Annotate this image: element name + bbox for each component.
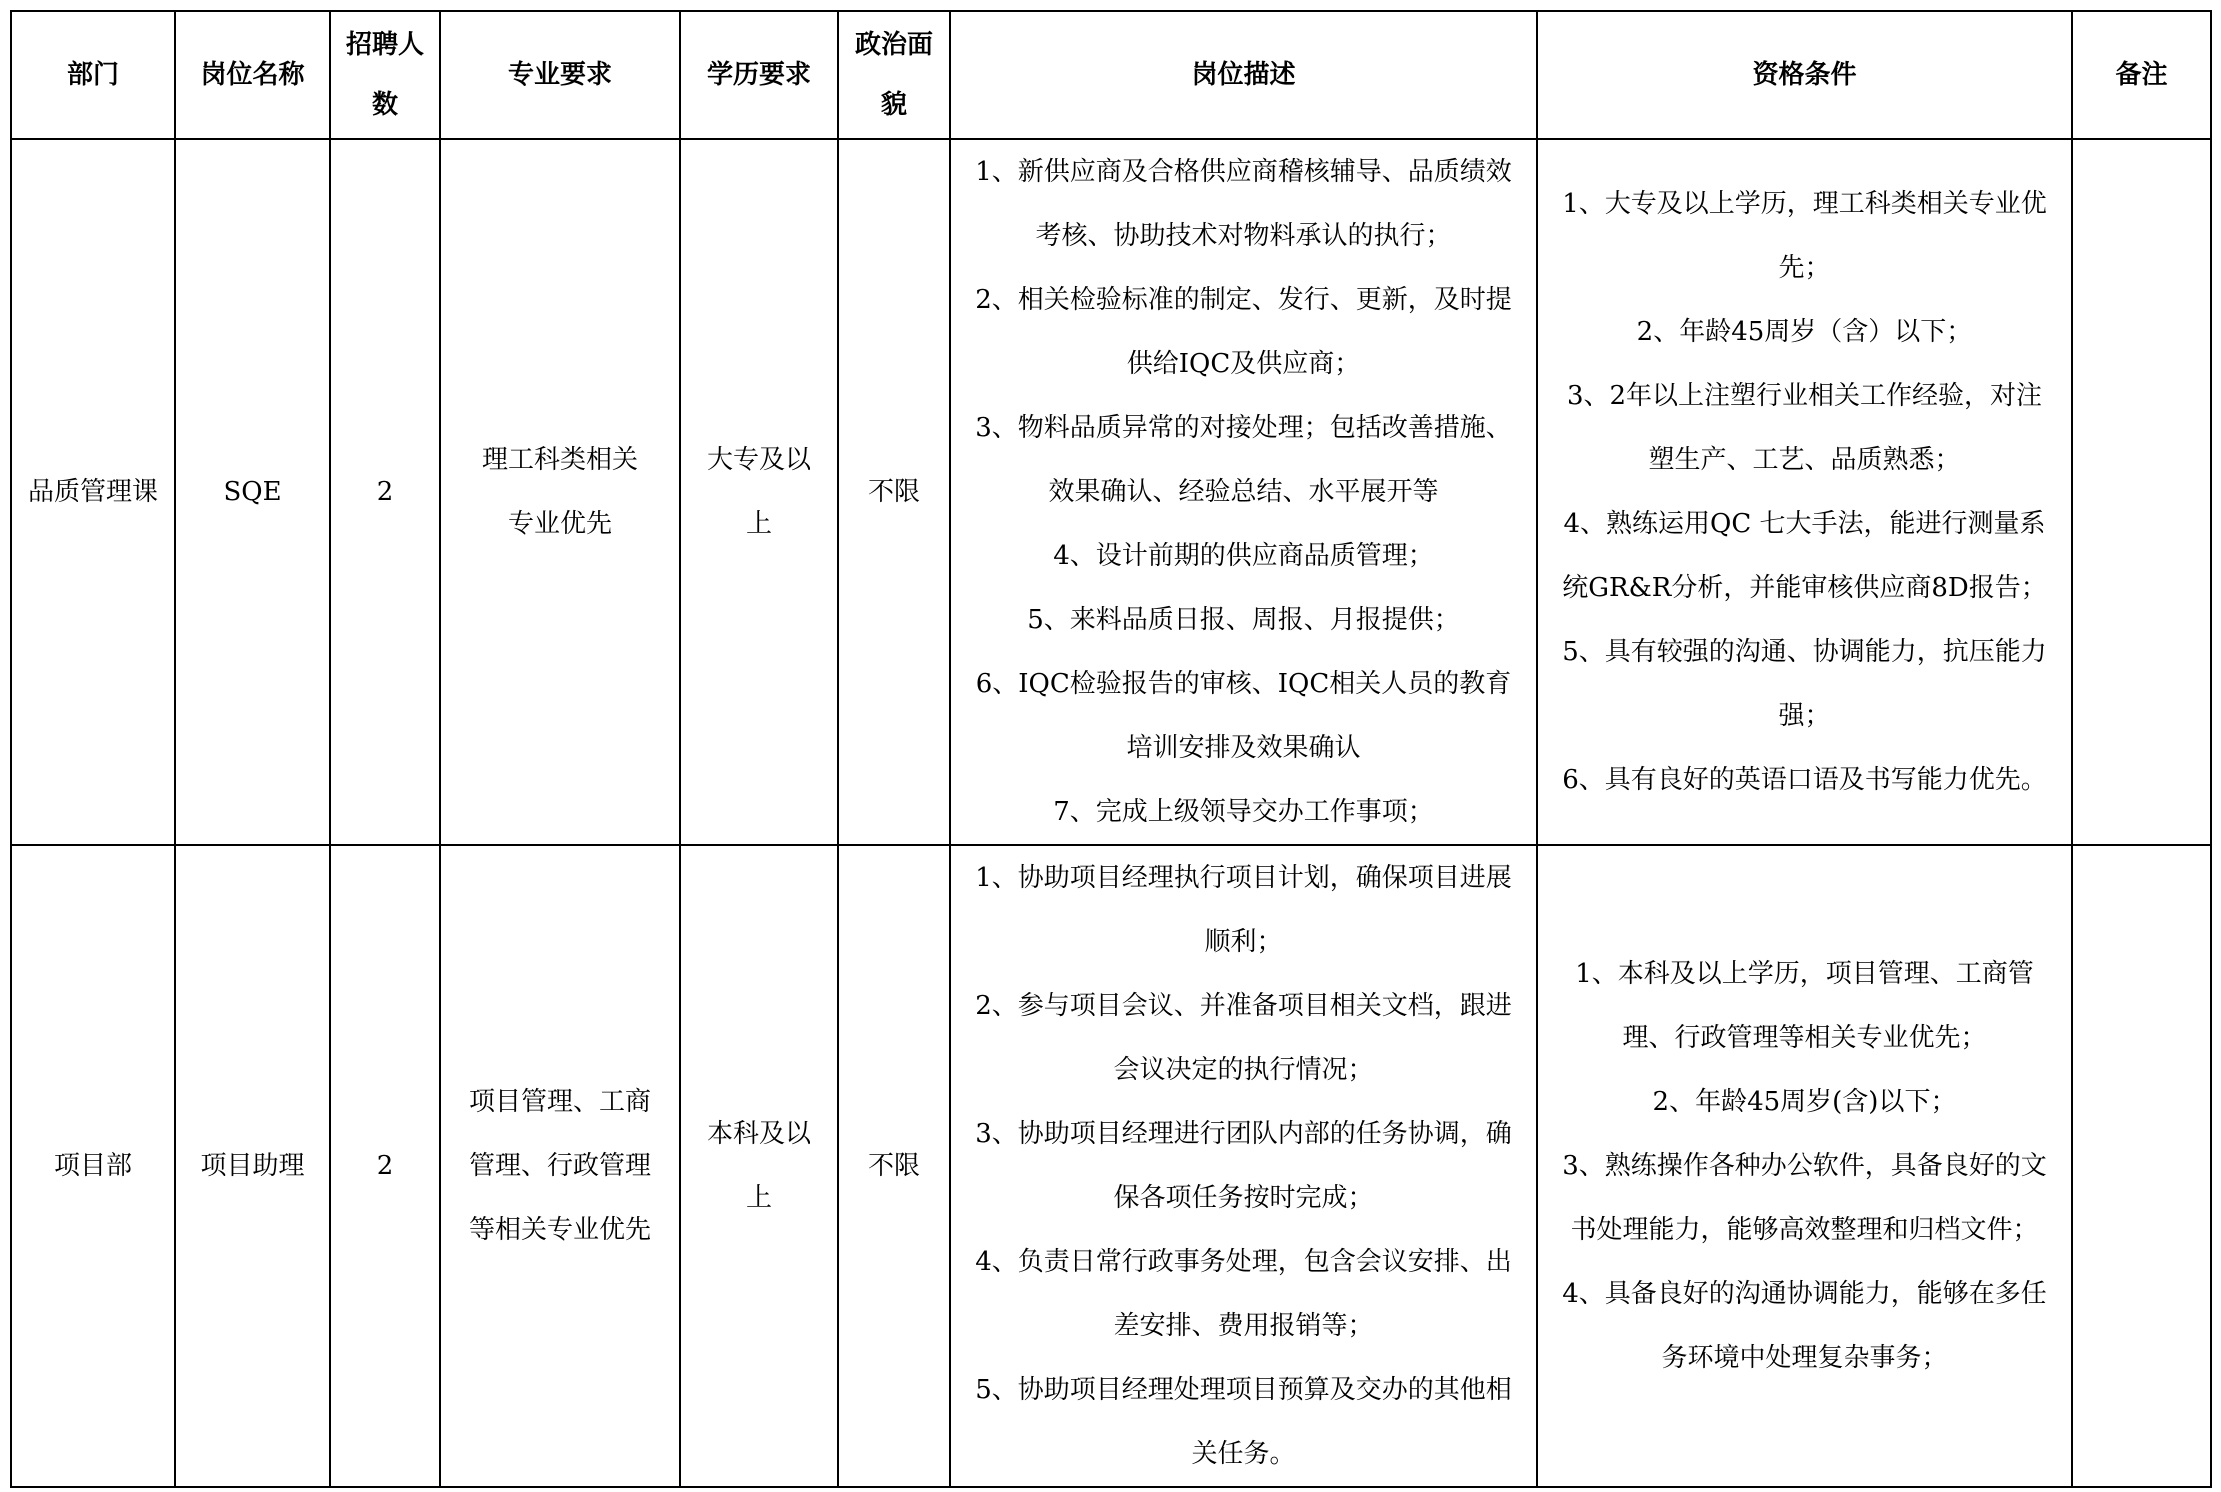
description-item: 1、新供应商及合格供应商稽核辅导、品质绩效考核、协助技术对物料承认的执行；	[975, 157, 1512, 251]
qualification-item: 5、具有较强的沟通、协调能力，抗压能力强；	[1562, 637, 2047, 731]
description-item: 4、设计前期的供应商品质管理；	[1053, 541, 1434, 571]
cell-major: 项目管理、工商管理、行政管理等相关专业优先	[440, 845, 680, 1487]
qualification-item: 1、大专及以上学历，理工科类相关专业优先；	[1562, 189, 2047, 283]
cell-position: 项目助理	[175, 845, 330, 1487]
header-major: 专业要求	[440, 11, 680, 139]
qualification-item: 4、熟练运用QC 七大手法，能进行测量系统GR&R分析，并能审核供应商8D报告；	[1562, 509, 2047, 603]
cell-political: 不限	[838, 845, 950, 1487]
header-qualifications: 资格条件	[1537, 11, 2072, 139]
cell-dept: 品质管理课	[11, 139, 175, 845]
description-item: 5、来料品质日报、周报、月报提供；	[1027, 605, 1460, 635]
cell-education: 本科及以上	[680, 845, 838, 1487]
cell-remarks	[2072, 845, 2211, 1487]
description-item: 4、负责日常行政事务处理，包含会议安排、出差安排、费用报销等；	[975, 1247, 1512, 1341]
description-item: 5、协助项目经理处理项目预算及交办的其他相关任务。	[975, 1375, 1512, 1469]
cell-major: 理工科类相关专业优先	[440, 139, 680, 845]
cell-qualifications	[1537, 845, 2072, 1487]
description-item: 2、相关检验标准的制定、发行、更新，及时提供给IQC及供应商；	[975, 285, 1512, 379]
header-count: 招聘人数	[330, 11, 440, 139]
qualification-item: 6、具有良好的英语口语及书写能力优先。	[1562, 765, 2047, 795]
header-dept: 部门	[11, 11, 175, 139]
qualification-item: 4、具备良好的沟通协调能力，能够在多任务环境中处理复杂事务；	[1562, 1279, 2047, 1373]
cell-dept: 项目部	[11, 845, 175, 1487]
cell-education: 大专及以上	[680, 139, 838, 845]
header-row	[11, 11, 2211, 139]
qualification-item: 2、年龄45周岁(含)以下；	[1652, 1087, 1957, 1117]
cell-position: SQE	[175, 139, 330, 845]
cell-qualifications	[1537, 139, 2072, 845]
cell-description	[950, 845, 1537, 1487]
job-postings-table	[10, 10, 2212, 1488]
description-item: 3、协助项目经理进行团队内部的任务协调，确保各项任务按时完成；	[975, 1119, 1512, 1213]
description-item: 3、物料品质异常的对接处理；包括改善措施、效果确认、经验总结、水平展开等	[975, 413, 1512, 507]
qualification-item: 3、2年以上注塑行业相关工作经验，对注塑生产、工艺、品质熟悉；	[1566, 381, 2043, 475]
header-position: 岗位名称	[175, 11, 330, 139]
description-item: 1、协助项目经理执行项目计划，确保项目进展顺利；	[975, 863, 1512, 957]
qualification-item: 2、年龄45周岁（含）以下；	[1636, 317, 1973, 347]
description-item: 7、完成上级领导交办工作事项；	[1053, 797, 1434, 827]
description-item: 6、IQC检验报告的审核、IQC相关人员的教育培训安排及效果确认	[975, 669, 1512, 763]
header-political: 政治面貌	[838, 11, 950, 139]
qualification-item: 3、熟练操作各种办公软件，具备良好的文书处理能力，能够高效整理和归档文件；	[1562, 1151, 2047, 1245]
cell-count: 2	[330, 139, 440, 845]
cell-description	[950, 139, 1537, 845]
qualification-item: 1、本科及以上学历，项目管理、工商管理、行政管理等相关专业优先；	[1575, 959, 2034, 1053]
table-row	[11, 139, 2211, 845]
cell-political: 不限	[838, 139, 950, 845]
table-row	[11, 845, 2211, 1487]
header-description: 岗位描述	[950, 11, 1537, 139]
header-remarks: 备注	[2072, 11, 2211, 139]
header-education: 学历要求	[680, 11, 838, 139]
description-item: 2、参与项目会议、并准备项目相关文档，跟进会议决定的执行情况；	[975, 991, 1512, 1085]
cell-count: 2	[330, 845, 440, 1487]
cell-remarks	[2072, 139, 2211, 845]
